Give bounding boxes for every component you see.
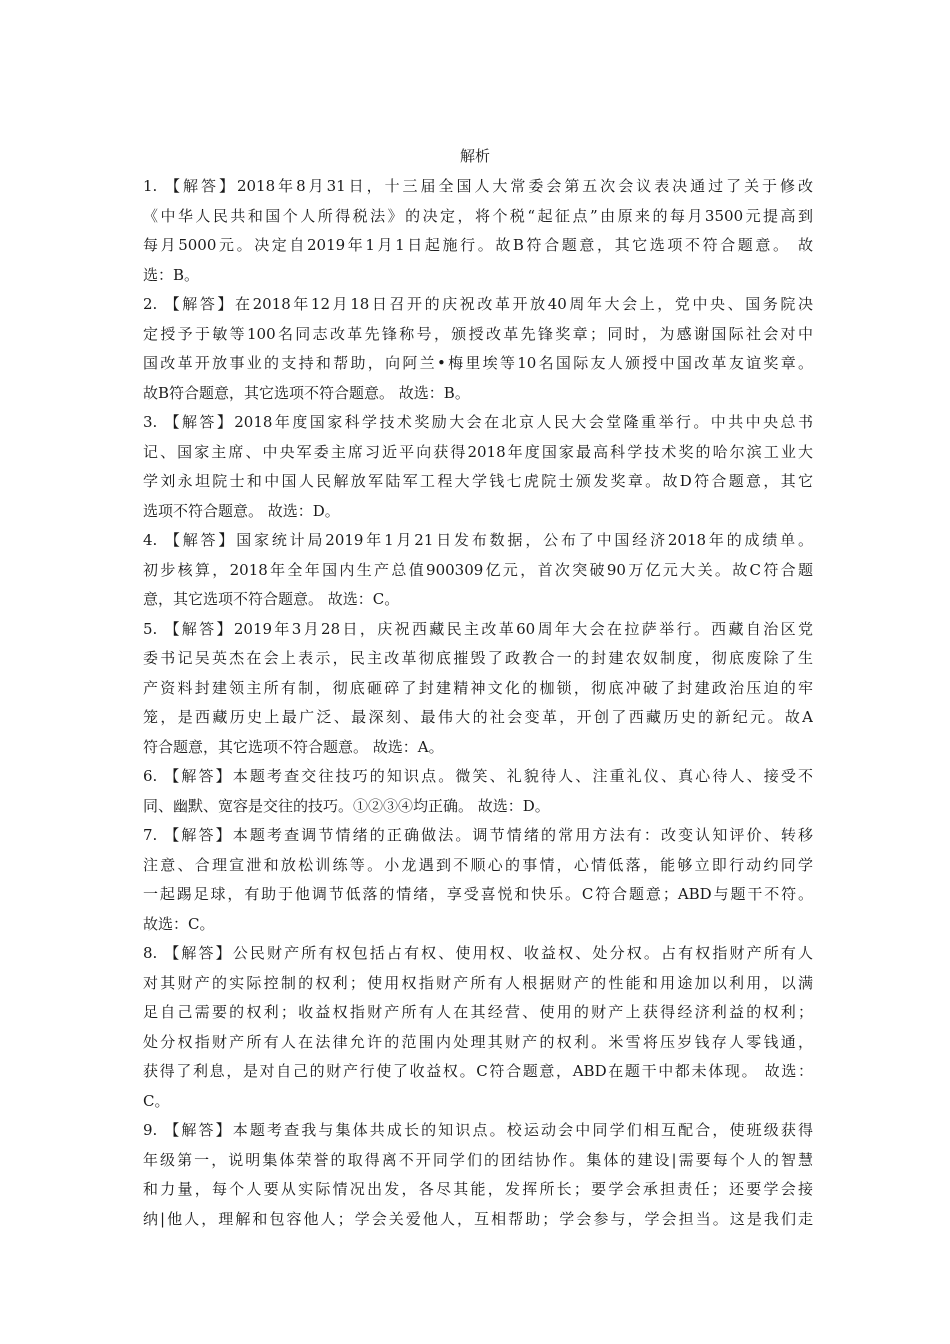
text-line: 《中华人民共和国个人所得税法》的决定，将个税“起征点”由原来的每月3500元提高到 [143, 206, 813, 225]
text-line: 符合题意，其它选项不符合题意。 故选：A。 [143, 737, 444, 756]
text-line: C。 [143, 1091, 170, 1110]
text-line: 9. 【解答】本题考查我与集体共成长的知识点。校运动会中同学们相互配合，使班级获得 [143, 1121, 813, 1139]
text-line: 6. 【解答】本题考查交往技巧的知识点。微笑、礼貌待人、注重礼仪、真心待人、接受不 [143, 767, 813, 785]
text-line: 4. 【解答】国家统计局2019年1月21日发布数据，公布了中国经济2018年的成绩单。 [143, 531, 813, 549]
text-line: 注意、合理宣泄和放松训练等。小龙遇到不顺心的事情，心情低落，能够立即行动约同学 [143, 855, 813, 874]
text-line: 委书记吴英杰在会上表示，民主改革彻底摧毁了政教合一的封建农奴制度，彻底废除了生 [143, 649, 813, 667]
text-line: 每月5000元。决定自2019年1月1日起施行。故B符合题意，其它选项不符合题意。 故 [143, 236, 813, 254]
text-line: 选项不符合题意。 故选：D。 [143, 501, 340, 520]
text-line: 7. 【解答】本题考查调节情绪的正确做法。调节情绪的常用方法有：改变认知评价、转移 [143, 826, 813, 844]
text-line: 故B符合题意，其它选项不符合题意。 故选：B。 [143, 383, 470, 402]
text-line: 2. 【解答】在2018年12月18日召开的庆祝改革开放40周年大会上，党中央、国务院决 [143, 295, 813, 313]
text-line: 产资料封建领主所有制，彻底砸碎了封建精神文化的枷锁，彻底冲破了封建政治压迫的牢 [143, 678, 813, 697]
text-line: 8. 【解答】公民财产所有权包括占有权、使用权、收益权、处分权。占有权指财产所有人 [143, 944, 813, 962]
answer-body [143, 172, 813, 1234]
page-title: 解析 [459, 147, 490, 165]
text-line: 足自己需要的权利；收益权指财产所有人在其经营、使用的财产上获得经济利益的权利； [143, 1003, 813, 1021]
text-line: 处分权指财产所有人在法律允许的范围内处理其财产的权利。米雪将压岁钱存人零钱通， [143, 1032, 813, 1051]
text-line: 初步核算，2018年全年国内生产总值900309亿元，首次突破90万亿元大关。故C符合题 [143, 560, 813, 579]
text-line: 笼，是西藏历史上最广泛、最深刻、最伟大的社会变革，开创了西藏历史的新纪元。故A [143, 708, 813, 726]
text-line: 定授予于敏等100名同志改革先锋称号，颁授改革先锋奖章；同时，为感谢国际社会对中 [143, 324, 813, 343]
text-line: 1. 【解答】2018年8月31日，十三届全国人大常委会第五次会议表决通过了关于修改 [143, 177, 813, 195]
text-line: 记、国家主席、中央军委主席习近平向获得2018年度国家最高科学技术奖的哈尔滨工业大 [143, 442, 813, 461]
text-line: 同、幽默、宽容是交往的技巧。①②③④均正确。 故选：D。 [143, 796, 550, 815]
text-line: 学刘永坦院士和中国人民解放军陆军工程大学钱七虎院士颁发奖章。故D符合题意，其它 [143, 472, 813, 490]
text-line: 对其财产的实际控制的权利；使用权指财产所有人根据财产的性能和用途加以利用，以满 [143, 973, 813, 992]
text-line: 选：B。 [143, 265, 200, 284]
text-line: 3. 【解答】2018年度国家科学技术奖励大会在北京人民大会堂隆重举行。中共中央总书 [143, 413, 813, 431]
text-line: 年级第一，说明集体荣誉的取得离不开同学们的团结协作。集体的建设|需要每个人的智慧 [143, 1150, 813, 1169]
text-line: 一起踢足球，有助于他调节低落的情绪，享受喜悦和快乐。C符合题意；ABD与题干不符。 [143, 885, 813, 903]
text-line: 5. 【解答】2019年3月28日，庆祝西藏民主改革60周年大会在拉萨举行。西藏自治区党 [143, 619, 813, 638]
text-line: 纳|他人，理解和包容他人；学会关爱他人，互相帮助；学会参与，学会担当。这是我们走 [143, 1209, 813, 1228]
text-line: 国改革开放事业的支持和帮助，向阿兰•梅里埃等10名国际友人颁授中国改革友谊奖章。 [143, 354, 813, 372]
text-line: 获得了利息，是对自己的财产行使了收益权。C符合题意，ABD在题干中都未体现。 故选： [143, 1062, 813, 1080]
text-line: 和力量，每个人要从实际情况出发，各尽其能，发挥所长；要学会承担责任；还要学会接 [143, 1180, 813, 1198]
text-line: 意，其它选项不符合题意。 故选：C。 [143, 590, 400, 608]
text-line: 故选：C。 [143, 914, 215, 933]
